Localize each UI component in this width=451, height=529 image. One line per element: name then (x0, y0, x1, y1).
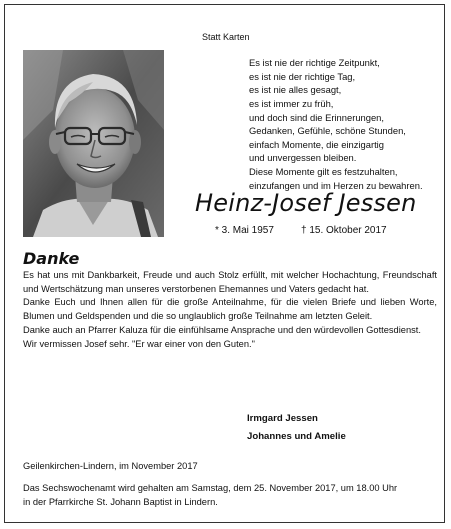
obituary-card (4, 4, 445, 523)
mass-notice (23, 482, 439, 509)
poem-line: Gedanken, Gefühle, schöne Stunden, (249, 125, 406, 137)
thank-you-paragraph: Danke Euch und Ihnen allen für die große Anteilnahme, für die vielen Briefe und lieben Worte, Blumen und Geldspenden und die so unglaublich große Teilnahme am letzten Geleit. (23, 297, 437, 322)
thank-you-paragraph: Wir vermissen Josef sehr. "Er war einer von den Guten." (23, 338, 255, 349)
place-date: Geilenkirchen-Lindern, im November 2017 (23, 461, 198, 471)
portrait-photo (23, 50, 164, 237)
statt-karten-label: Statt Karten (202, 32, 250, 42)
poem-line: und doch sind die Erinnerungen, (249, 111, 384, 123)
mass-notice-line: in der Pfarrkirche St. Johann Baptist in Lindern. (23, 496, 218, 507)
poem (249, 56, 423, 192)
poem-line: einzufangen und im Herzen zu bewahren. (249, 179, 423, 191)
poem-line: es ist nie alles gesagt, (249, 84, 342, 96)
thank-you-paragraph: Es hat uns mit Dankbarkeit, Freude und auch Stolz erfüllt, mit welcher Hochachtung, Freundschaft und Wertschätzung man unseres verstorbenen Ehemannes und Vaters gedacht hat. (23, 270, 437, 294)
poem-line: Diese Momente gilt es festzuhalten, (249, 166, 398, 178)
poem-line: Es ist nie der richtige Zeitpunkt, (249, 57, 380, 68)
poem-line: einfach Momente, die einzigartig (249, 138, 384, 150)
mass-notice-line: Das Sechswochenamt wird gehalten am Samstag, dem 25. November 2017, um 18.00 Uhr (23, 483, 398, 493)
danke-heading: Danke (23, 249, 80, 268)
thank-you-text (23, 269, 437, 351)
death-date: † 15. Oktober 2017 (301, 225, 387, 236)
poem-line: und unvergessen bleiben. (249, 152, 357, 164)
signature-line-1: Irmgard Jessen (247, 413, 318, 424)
poem-line: es ist immer zu früh, (249, 97, 334, 109)
signature-line-2: Johannes und Amelie (247, 431, 346, 442)
deceased-name: Heinz-Josef Jessen (195, 189, 417, 217)
thank-you-paragraph: Danke auch an Pfarrer Kaluza für die einfühlsame Ansprache und den würdevollen Gottesdienst. (23, 324, 421, 335)
birth-date: * 3. Mai 1957 (215, 225, 274, 236)
poem-line: es ist nie der richtige Tag, (249, 70, 356, 82)
